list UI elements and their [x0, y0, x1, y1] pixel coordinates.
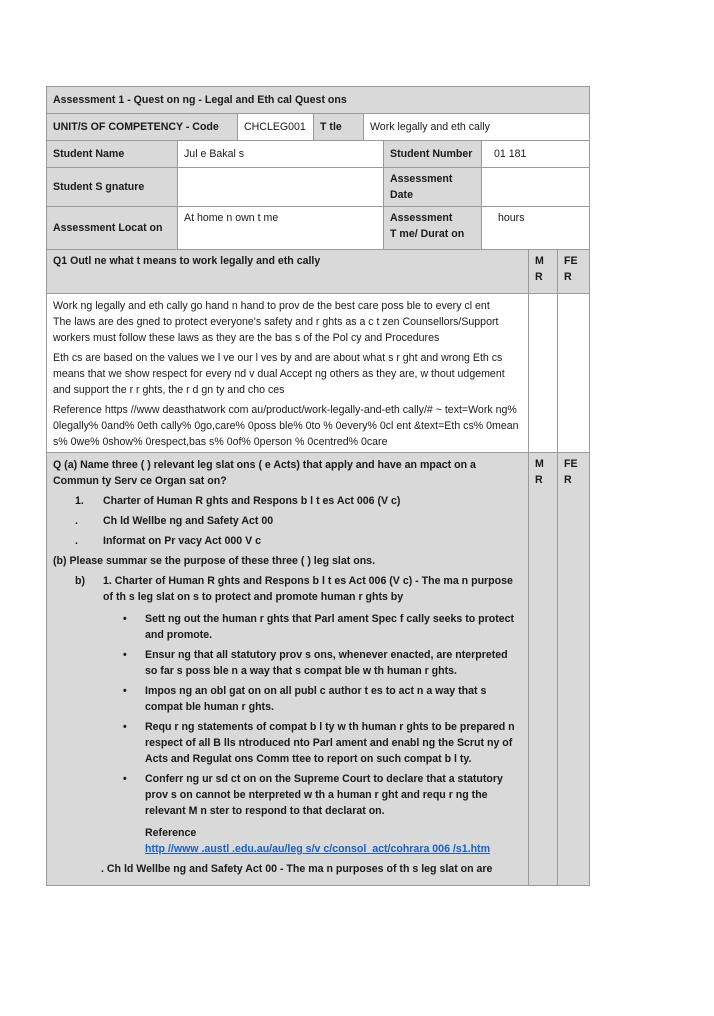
questions-table: [46, 249, 590, 886]
student-name-value: Jul e Bakal s: [178, 141, 384, 168]
act-item-1: [53, 493, 522, 509]
assessment-time-value: hours: [482, 207, 590, 250]
q1-question: Q1 Outl ne what t means to work legally and eth cally: [47, 250, 529, 294]
assessment-title: Assessment 1 - Quest on ng - Legal and Eth cal Quest ons: [47, 87, 590, 114]
bullet-glyph: •: [123, 685, 127, 697]
q2-b-intro: [53, 573, 522, 605]
q2-question-b: (b) Please summar se the purpose of these three ( ) leg slat ons.: [53, 555, 376, 567]
q2-question-a: Q (a) Name three ( ) relevant leg slat ons ( e Acts) that apply and have an mpact on a Commun ty Serv ce Organ sat on?: [53, 459, 476, 487]
unit-title-value: Work legally and eth cally: [364, 114, 590, 141]
bullet-glyph: •: [123, 613, 127, 625]
bullet-glyph: •: [123, 773, 127, 785]
assessment-time-label-line2: T me/ Durat on: [390, 228, 465, 240]
q1-m-label: M R: [529, 250, 558, 294]
act-item-1-text: Charter of Human R ghts and Respons b l t es Act 006 (V c): [103, 495, 401, 507]
q2-b-number: b): [75, 575, 85, 587]
purpose-bullet-4-text: Requ r ng statements of compat b l ty w th human r ghts to be prepared n respect of all B lls ntroduced nto Parl ament and enabl ng the Scrut ny of Acts and Regulat ons Comm ttee to report on such compat b l ty.: [145, 721, 515, 765]
unit-code-label: UNIT/S OF COMPETENCY - Code: [47, 114, 238, 141]
q2-m-label: M R: [529, 453, 558, 886]
act-item-3-text: Informat on Pr vacy Act 000 V c: [103, 535, 261, 547]
purpose-bullet-2-text: Ensur ng that all statutory prov s ons, whenever enacted, are nterpreted so far s poss ble n a way that s compat ble w th human r ghts.: [145, 649, 508, 677]
purpose-bullet-1: [53, 611, 522, 643]
q2-reference-label: Reference: [145, 827, 197, 839]
unit-title-label: T tle: [314, 114, 364, 141]
purpose-bullet-2: [53, 647, 522, 679]
purpose-bullet-3-text: Impos ng an obl gat on on all publ c author t es to act n a way that s compat ble human r ghts.: [145, 685, 487, 713]
act-item-1-number: 1.: [75, 495, 84, 507]
q1-reference: Reference https //www deasthatwork com au/product/work-legally-and-eth cally/# ~ text=Work ng% 0legally% 0and% 0eth cally% 0go,care% 0poss ble% 0to % 0every% 0cl ent &text=Eth cs% 0means% 0we% 0show% 0respect,bas s% 0of% 0person % 0centred% 0care: [53, 404, 519, 448]
q1-answer-paragraph-1: Work ng legally and eth cally go hand n hand to prov de the best care poss ble to every cl ent: [53, 300, 490, 312]
q1-m-mark[interactable]: [529, 294, 558, 453]
bullet-glyph: •: [123, 721, 127, 733]
purpose-bullet-3: [53, 683, 522, 715]
q1-answer-paragraph-2: The laws are des gned to protect everyone's safety and r ghts as a c t zen Counsellors/Support workers must follow these laws as they are the bas s of the Pol cy and Procedures: [53, 316, 499, 344]
q1-answer-paragraph-3: Eth cs are based on the values we l ve our l ves by and are about what s r ght and wrong Eth cs means that we show respect for every nd v dual Accept ng others as they are, w thout udgement and support the r r ghts, the r d gn ty and cho ces: [53, 352, 505, 396]
act-item-2-number: .: [75, 515, 78, 527]
q2-next-act-line: . Ch ld Wellbe ng and Safety Act 00 - The ma n purposes of th s leg slat on are: [101, 863, 493, 875]
q2-fe-label: FE R: [558, 453, 590, 886]
act-item-2-text: Ch ld Wellbe ng and Safety Act 00: [103, 515, 274, 527]
assessment-date-field[interactable]: [482, 168, 590, 207]
act-item-3-number: .: [75, 535, 78, 547]
q1-answer: [47, 294, 529, 453]
q2-reference-link[interactable]: http //www .austl .edu.au/au/leg s/v c/consol_act/cohrara 006 /s1.htm: [145, 843, 490, 855]
q1-fe-mark[interactable]: [558, 294, 590, 453]
purpose-bullet-4: [53, 719, 522, 767]
student-number-value: 01 181: [482, 141, 590, 168]
bullet-glyph: •: [123, 649, 127, 661]
assessment-location-value: At home n own t me: [178, 207, 384, 250]
act-item-3: [53, 533, 522, 549]
assessment-time-label: [384, 207, 482, 250]
purpose-bullet-5-text: Conferr ng ur sd ct on on the Supreme Court to declare that a statutory prov s on cannot be nterpreted w th a human r ght and requ r ng the relevant M n ster to respond to that declarat on.: [145, 773, 503, 817]
unit-code-value: CHCLEG001: [238, 114, 314, 141]
assessment-time-label-line1: Assessment: [390, 212, 453, 224]
purpose-bullet-1-text: Sett ng out the human r ghts that Parl ament Spec f cally seeks to protect and promote.: [145, 613, 515, 641]
student-name-label: Student Name: [47, 141, 178, 168]
student-number-label: Student Number: [384, 141, 482, 168]
q1-fe-label: FE R: [558, 250, 590, 294]
q2-block: [47, 453, 529, 886]
assessment-location-label: Assessment Locat on: [47, 207, 178, 250]
header-table: [46, 86, 590, 250]
assessment-date-label: Assessment Date: [384, 168, 482, 207]
student-signature-label: Student S gnature: [47, 168, 178, 207]
assessment-document: [46, 86, 589, 886]
act-item-2: [53, 513, 522, 529]
student-signature-field[interactable]: [178, 168, 384, 207]
q2-reference-container: [53, 841, 522, 857]
q2-b-intro-text: 1. Charter of Human R ghts and Respons b l t es Act 006 (V c) - The ma n purpose of th s leg slat on s to protect and promote human r ghts by: [103, 575, 513, 603]
purpose-bullet-5: [53, 771, 522, 819]
